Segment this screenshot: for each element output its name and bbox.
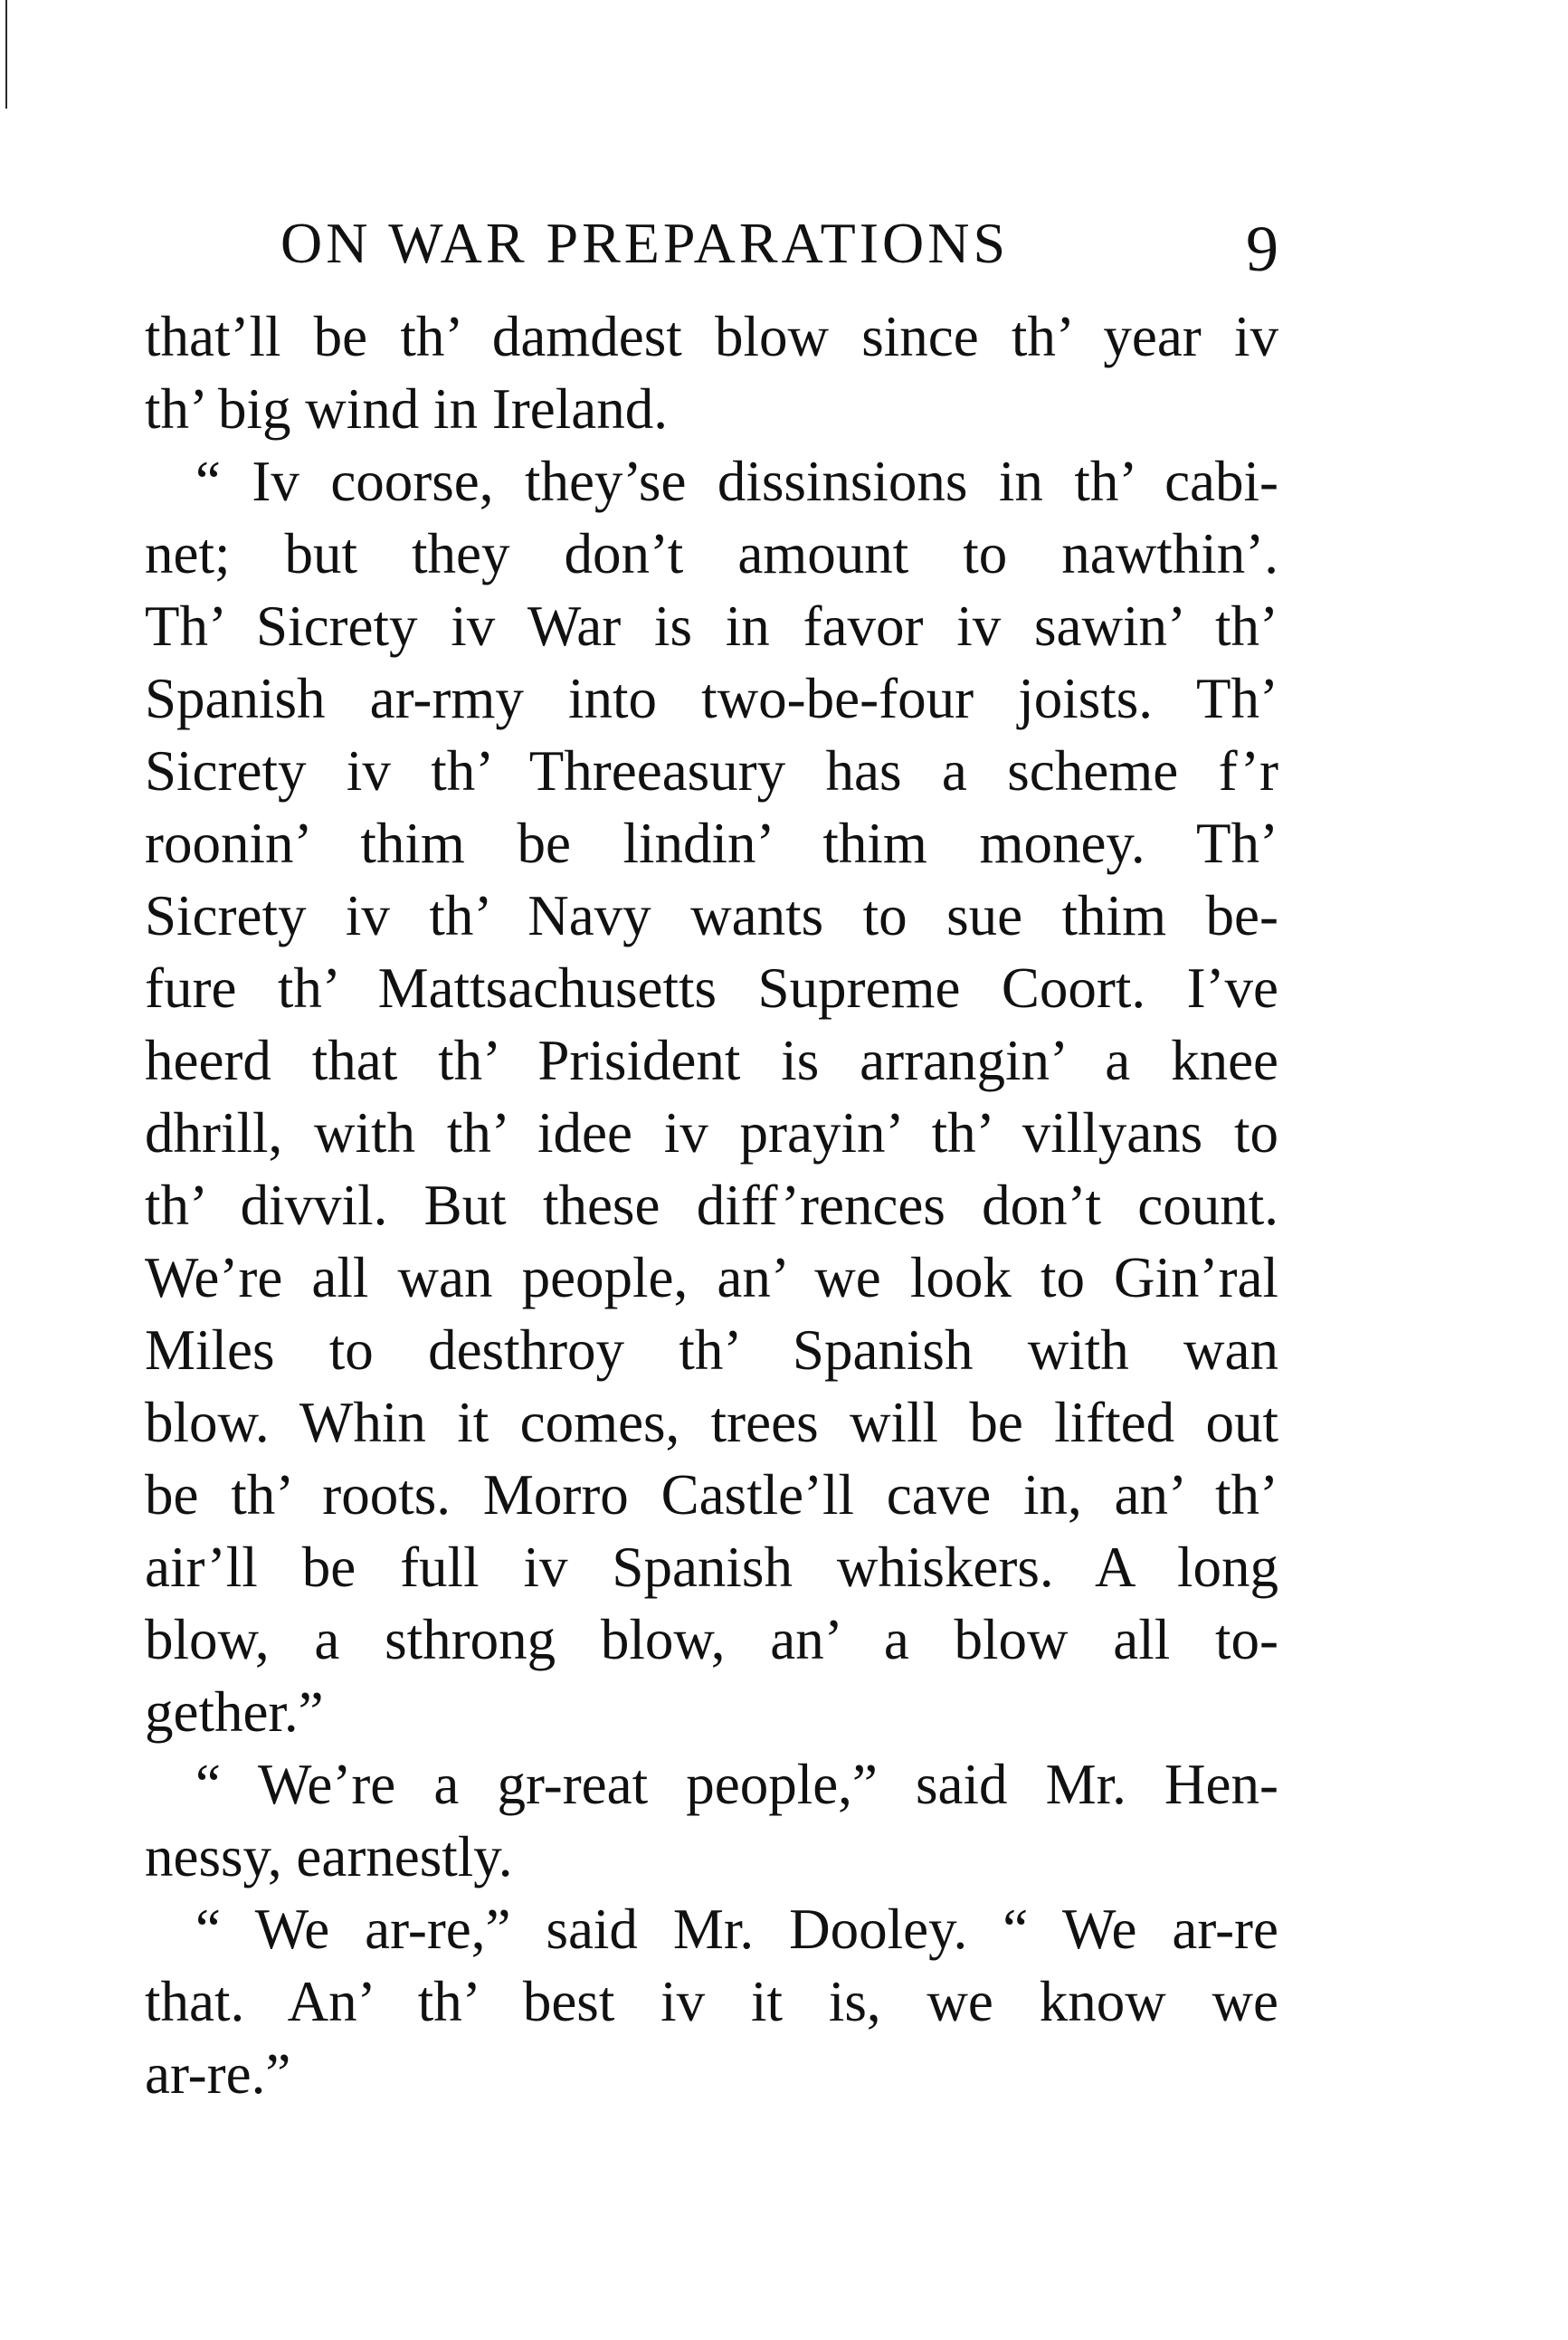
- text-line: that’ll be th’ damdest blow since th’ year iv: [145, 305, 1278, 368]
- text-line: Th’ Sicrety iv War is in favor iv sawin’ th’: [145, 595, 1278, 658]
- text-line: heerd that th’ Prisident is arrangin’ a knee: [145, 1029, 1278, 1092]
- text-line: dhrill, with th’ idee iv prayin’ th’ villyans to: [145, 1101, 1278, 1165]
- text-line: “ We ar-re,” said Mr. Dooley. “ We ar-re: [195, 1898, 1278, 1961]
- text-line: ar-re.”: [145, 2042, 291, 2106]
- text-line: Sicrety iv th’ Navy wants to sue thim be-: [145, 884, 1278, 947]
- text-line: nessy, earnestly.: [145, 1825, 513, 1888]
- text-line: th’ divvil. But these diff’rences don’t count.: [145, 1174, 1278, 1237]
- running-title: ON WAR PREPARATIONS: [280, 211, 1010, 275]
- text-line: blow, a sthrong blow, an’ a blow all to-: [145, 1608, 1278, 1671]
- text-line: gether.”: [145, 1680, 324, 1744]
- text-line: Spanish ar-rmy into two-be-four joists. Th’: [145, 667, 1278, 730]
- text-line: roonin’ thim be lindin’ thim money. Th’: [145, 812, 1278, 875]
- page-number: 9: [1246, 213, 1278, 285]
- text-line: th’ big wind in Ireland.: [145, 377, 668, 441]
- text-line: be th’ roots. Morro Castle’ll cave in, an’ th’: [145, 1463, 1278, 1527]
- text-line: net; but they don’t amount to nawthin’.: [145, 522, 1278, 585]
- text-line: blow. Whin it comes, trees will be lifted out: [145, 1391, 1278, 1454]
- text-line: air’ll be full iv Spanish whiskers. A long: [145, 1536, 1278, 1599]
- text-line: We’re all wan people, an’ we look to Gin’ral: [145, 1246, 1278, 1309]
- text-line: “ We’re a gr-reat people,” said Mr. Hen-: [195, 1753, 1278, 1816]
- body-text: [145, 300, 1278, 2110]
- page-header: [261, 206, 1278, 285]
- text-line: Sicrety iv th’ Threeasury has a scheme f’r: [145, 739, 1278, 803]
- text-line: that. An’ th’ best iv it is, we know we: [145, 1970, 1278, 2033]
- page-edge-mark: [5, 0, 7, 109]
- text-line: “ Iv coorse, they’se dissinsions in th’ cabi-: [195, 450, 1278, 513]
- text-line: fure th’ Mattsachusetts Supreme Coort. I’ve: [145, 956, 1278, 1020]
- text-line: Miles to desthroy th’ Spanish with wan: [145, 1318, 1278, 1382]
